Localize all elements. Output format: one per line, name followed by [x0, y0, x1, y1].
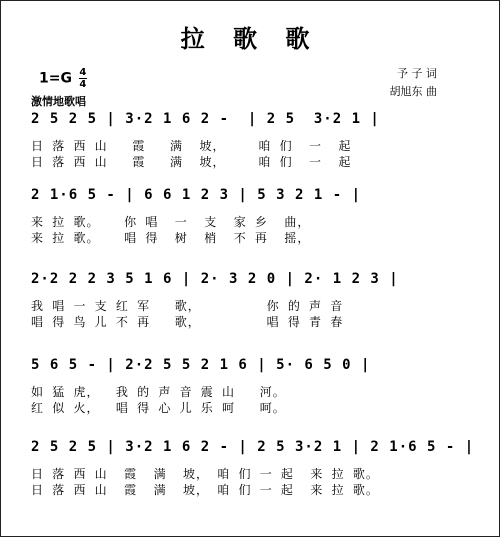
notation-row: 2 1·6 5 - | 6 6 1 2 3 | 5 3 2 1 - |: [31, 187, 362, 203]
notation-row: 2·2 2 2 3 5 1 6 | 2· 3 2 0 | 2· 1 2 3 |: [31, 271, 399, 287]
lyrics-verse-1: 日 落 西 山 霞 满 坡， 咱 们 一 起: [31, 139, 352, 153]
key-text: 1=G: [39, 70, 72, 87]
lyrics-verse-1: 如 猛 虎， 我 的 声 音 震 山 河。: [31, 385, 286, 399]
lyricist-credit: 予 子 词: [397, 67, 437, 80]
key-signature: [39, 67, 87, 90]
music-line-2: [31, 187, 471, 257]
time-top: 4: [79, 67, 87, 78]
lyrics-verse-2: 唱 得 鸟 儿 不 再 歌， 唱 得 青 春: [31, 315, 344, 329]
song-title: 拉 歌 歌: [180, 24, 320, 53]
lyrics-verse-2: 日 落 西 山 霞 满 坡， 咱 们 一 起: [31, 155, 352, 169]
time-signature: [79, 67, 87, 90]
music-line-3: [31, 271, 471, 341]
lyrics-verse-2: 来 拉 歌。 唱 得 树 梢 不 再 摇，: [31, 231, 311, 245]
composer-credit: 胡旭东 曲: [389, 85, 437, 98]
tempo-mark: 激情地歌唱: [31, 95, 86, 108]
lyrics-verse-2: 红 似 火， 唱 得 心 儿 乐 呵 呵。: [31, 401, 286, 415]
lyrics-verse-1: 日 落 西 山 霞 满 坡， 咱 们 一 起 来 拉 歌。: [31, 467, 379, 481]
time-bottom: 4: [79, 79, 87, 90]
notation-row: 2 5 2 5 | 3·2 1 6 2 - | 2 5 3·2 1 |: [31, 111, 380, 127]
music-line-4: [31, 357, 471, 427]
lyrics-verse-2: 日 落 西 山 霞 满 坡， 咱 们 一 起 来 拉 歌。: [31, 483, 379, 497]
notation-row: 5 6 5 - | 2·2 5 5 2 1 6 | 5· 6 5 0 |: [31, 357, 371, 373]
music-line-1: [31, 111, 471, 181]
lyrics-verse-1: 来 拉 歌。 你 唱 一 支 家 乡 曲，: [31, 215, 311, 229]
notation-row: 2 5 2 5 | 3·2 1 6 2 - | 2 5 3·2 1 | 2 1·6 5 - |: [31, 439, 475, 455]
music-line-5: [31, 439, 475, 509]
lyrics-verse-1: 我 唱 一 支 红 军 歌， 你 的 声 音: [31, 299, 344, 313]
